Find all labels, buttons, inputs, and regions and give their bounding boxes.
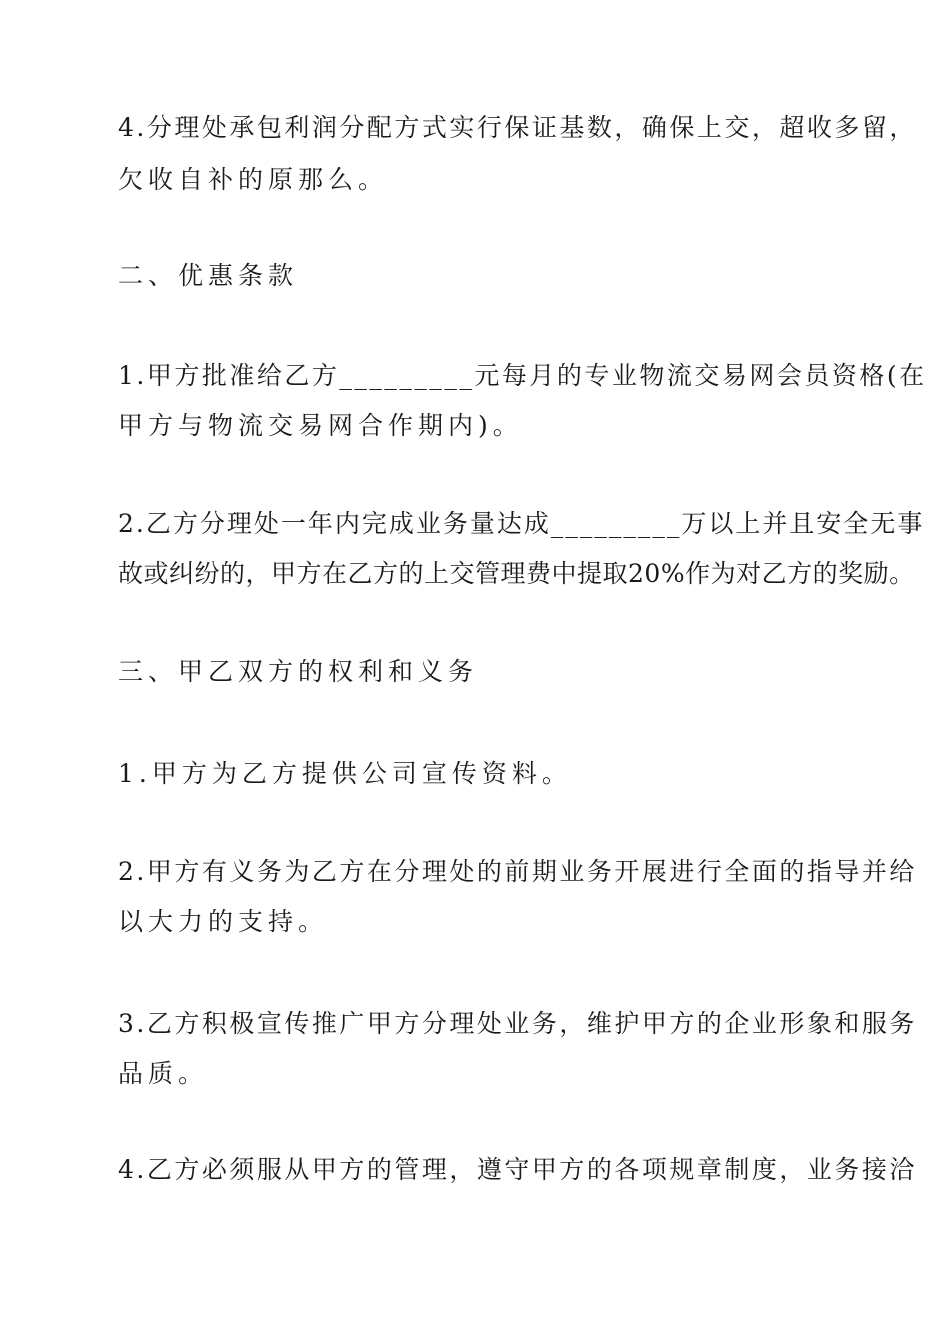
text-line: 以大力的支持。: [118, 907, 329, 936]
text-line: 品质。: [118, 1059, 209, 1088]
section-heading: 三、甲乙双方的权利和义务: [118, 657, 479, 686]
text-line: 2.甲方有义务为乙方在分理处的前期业务开展进行全面的指导并给: [118, 857, 917, 886]
text-line: 甲方与物流交易网合作期内)。: [118, 411, 523, 440]
text-line: 1.甲方批准给乙方_________元每月的专业物流交易网会员资格(在: [118, 361, 927, 390]
text-line: 4.乙方必须服从甲方的管理，遵守甲方的各项规章制度，业务接洽: [118, 1155, 917, 1184]
section-heading: 二、优惠条款: [118, 261, 299, 290]
text-line: 欠收自补的原那么。: [118, 165, 389, 194]
text-line: 故或纠纷的，甲方在乙方的上交管理费中提取20%作为对乙方的奖励。: [118, 559, 915, 588]
text-line: 4.分理处承包利润分配方式实行保证基数，确保上交，超收多留，: [118, 113, 917, 142]
text-line: 2.乙方分理处一年内完成业务量达成_________万以上并且安全无事: [118, 509, 925, 538]
text-line: 1.甲方为乙方提供公司宣传资料。: [118, 759, 572, 788]
text-line: 3.乙方积极宣传推广甲方分理处业务，维护甲方的企业形象和服务: [118, 1009, 917, 1038]
